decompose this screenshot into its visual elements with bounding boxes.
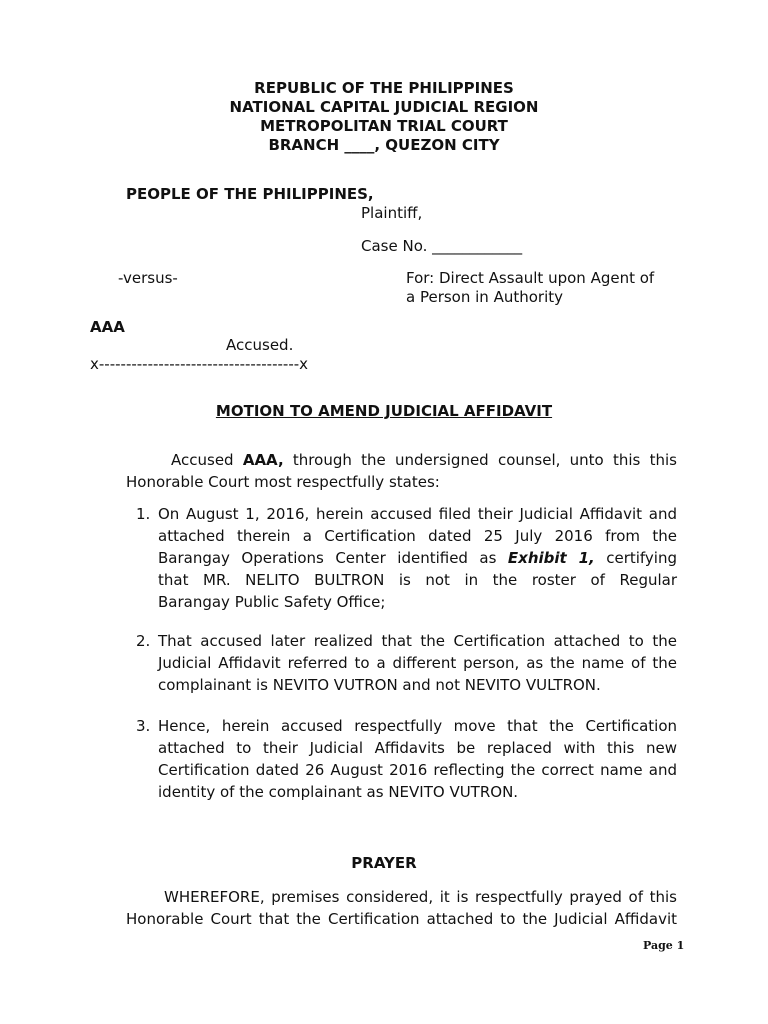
document-title: MOTION TO AMEND JUDICIAL AFFIDAVIT bbox=[215, 402, 553, 420]
accused-name: AAA bbox=[90, 318, 125, 336]
offense-line-1: For: Direct Assault upon Agent of bbox=[406, 269, 655, 287]
prayer-paragraph: WHEREFORE, premises considered, it is respectfully prayed of this Honorable Court that the Certification attached to the Judicial Affidavit bbox=[126, 888, 677, 928]
item-number: 3. bbox=[136, 717, 151, 735]
intro-line-1: Accused AAA, through the undersigned counsel, unto this this bbox=[171, 451, 677, 469]
intro-accused-name: AAA, bbox=[242, 451, 284, 469]
header-branch: BRANCH ____, QUEZON CITY bbox=[268, 136, 500, 154]
court-header bbox=[0, 79, 768, 155]
plaintiff-name: PEOPLE OF THE PHILIPPINES, bbox=[126, 185, 374, 203]
header-court: METROPOLITAN TRIAL COURT bbox=[260, 117, 508, 135]
prayer-heading: PRAYER bbox=[351, 854, 417, 872]
case-number: Case No. ____________ bbox=[361, 237, 523, 255]
header-region: NATIONAL CAPITAL JUDICIAL REGION bbox=[229, 98, 539, 116]
header-republic: REPUBLIC OF THE PHILIPPINES bbox=[254, 79, 514, 97]
list-item: Hence, herein accused respectfully move that the Certification attached to their Judicial Affidavits be replaced with this new Certification dated 26 August 2016 reflecting the correct name and identity of the complainant as NEVITO VUTRON. bbox=[158, 717, 677, 801]
accused-role: Accused. bbox=[226, 336, 294, 354]
plaintiff-role: Plaintiff, bbox=[361, 204, 423, 222]
exhibit-reference: Exhibit 1, bbox=[507, 549, 595, 567]
item-number: 2. bbox=[136, 632, 151, 650]
intro-line-2: Honorable Court most respectfully states: bbox=[126, 473, 440, 491]
list-item: On August 1, 2016, herein accused filed their Judicial Affidavit and attached therein a Certification dated 25 July 2016 from the Barangay Operations Center identified as Exhibit 1, certifying that MR. NELITO BULTRON is not in the roster of Regular Barangay Public Safety Office; bbox=[158, 505, 677, 611]
item-number: 1. bbox=[136, 505, 151, 523]
versus-label: -versus- bbox=[118, 269, 178, 287]
list-item: That accused later realized that the Certification attached to the Judicial Affidavit referred to a different person, as the name of the complainant is NEVITO VUTRON and not NEVITO VULTRON. bbox=[158, 632, 677, 694]
intro-paragraph bbox=[126, 449, 677, 493]
caption-separator: x-------------------------------------x bbox=[90, 355, 309, 373]
page-number: Page 1 bbox=[643, 939, 685, 952]
offense-line-2: a Person in Authority bbox=[406, 288, 564, 306]
